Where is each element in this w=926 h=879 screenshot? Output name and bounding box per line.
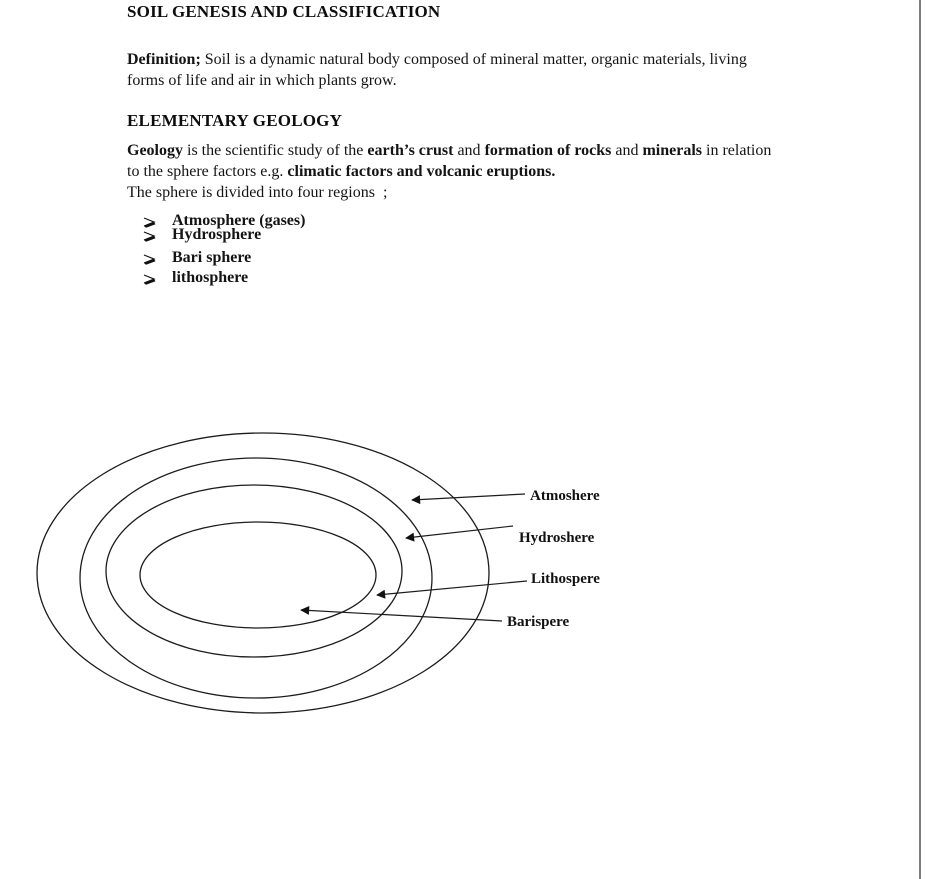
ellipse-atmosphere-ring bbox=[37, 433, 489, 713]
list-item-label: Hydrosphere bbox=[172, 226, 262, 243]
arrow-bullet-icon bbox=[143, 251, 156, 262]
ellipse-lithosphere-ring bbox=[106, 485, 402, 657]
ellipse-hydrosphere-ring bbox=[80, 458, 432, 698]
page-title: SOIL GENESIS AND CLASSIFICATION bbox=[127, 2, 441, 21]
leader-line-barispere bbox=[301, 610, 502, 621]
earths-crust-term: earth’s crust bbox=[367, 142, 454, 159]
list-item-label: Bari sphere bbox=[172, 249, 252, 266]
section-heading: ELEMENTARY GEOLOGY bbox=[127, 111, 343, 130]
spheres-diagram bbox=[0, 400, 700, 740]
definition-label: Definition; bbox=[127, 51, 201, 68]
geology-text: and bbox=[611, 142, 643, 159]
formation-of-rocks-term: formation of rocks bbox=[484, 142, 612, 159]
definition-paragraph bbox=[127, 49, 887, 91]
geology-text: and bbox=[453, 142, 485, 159]
geology-paragraph bbox=[127, 140, 887, 203]
minerals-term: minerals bbox=[642, 142, 703, 159]
geology-text: in relation bbox=[702, 142, 772, 159]
page-right-edge bbox=[919, 0, 921, 879]
arrow-bullet-icon bbox=[143, 214, 156, 225]
geology-text: is the scientific study of the bbox=[183, 142, 368, 159]
leader-line-atmoshere bbox=[412, 494, 525, 500]
list-item-barisphere bbox=[143, 248, 251, 267]
diagram-label-lithospere: Lithospere bbox=[531, 571, 600, 587]
diagram-label-barispere: Barispere bbox=[507, 614, 570, 630]
diagram-label-hydroshere: Hydroshere bbox=[519, 530, 595, 546]
list-item-hydrosphere bbox=[143, 225, 261, 244]
geology-text: to the sphere factors e.g. bbox=[127, 163, 288, 180]
list-item-label: lithosphere bbox=[172, 269, 249, 286]
leader-line-hydroshere bbox=[406, 526, 513, 538]
arrow-bullet-icon bbox=[143, 271, 156, 282]
definition-text: Soil is a dynamic natural body composed of mineral matter, organic materials, living bbox=[200, 51, 747, 68]
climatic-factors-term: climatic factors and volcanic eruptions. bbox=[287, 163, 556, 180]
diagram-label-atmoshere: Atmoshere bbox=[530, 488, 600, 504]
list-item-lithosphere bbox=[143, 268, 248, 287]
list-item-label: Atmosphere (gases) bbox=[172, 212, 306, 229]
geology-term: Geology bbox=[127, 142, 183, 159]
arrow-bullet-icon bbox=[143, 228, 156, 239]
sphere-regions-line: The sphere is divided into four regions ; bbox=[127, 184, 388, 201]
definition-text-line2: forms of life and air in which plants grow. bbox=[127, 72, 397, 89]
